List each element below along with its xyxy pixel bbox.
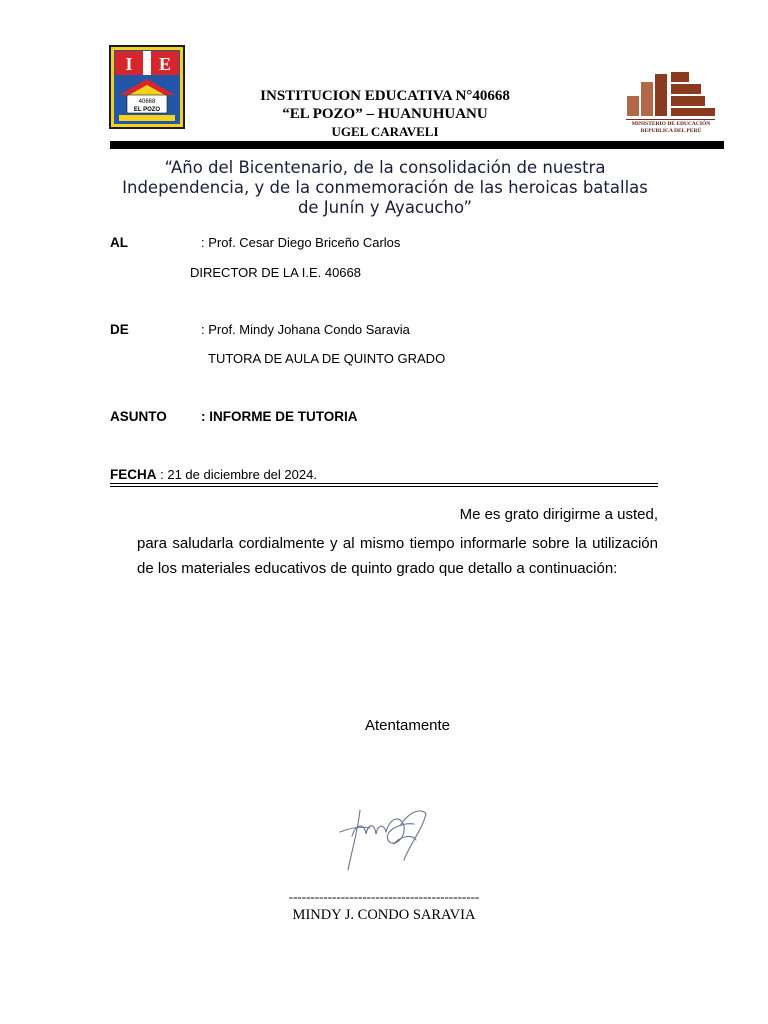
sender-label: DE <box>110 322 129 337</box>
body-paragraph: para saludarla cordialmente y al mismo tiempo informarle sobre la utilización de los materiales educativos de quinto grado que detallo a continuación: <box>137 535 658 577</box>
handwritten-signature <box>330 800 440 880</box>
recipient-role: DIRECTOR DE LA I.E. 40668 <box>190 265 361 280</box>
ministry-line-1: MINISTERIO DE EDUCACIÓN <box>631 121 711 127</box>
date-value: : 21 de diciembre del 2024. <box>156 467 317 482</box>
school-logo <box>109 45 185 129</box>
logo-letter-e: E <box>158 54 172 74</box>
signer-name: MINDY J. CONDO SARAVIA <box>292 907 476 923</box>
ministry-line-2: REPUBLICA DEL PERÚ <box>640 128 702 134</box>
signature-line: -------------------------------------------- <box>288 889 480 904</box>
institution-header <box>220 87 550 141</box>
recipient-label: AL <box>110 235 128 250</box>
ministry-caption <box>622 121 720 135</box>
body-first-line: Me es grato dirigirme a usted, <box>459 506 658 523</box>
logo-letter-i: I <box>125 54 133 74</box>
date-rule-top <box>110 483 658 484</box>
closing-text: Atentamente <box>364 717 451 734</box>
recipient-name: : Prof. Cesar Diego Briceño Carlos <box>201 235 401 250</box>
institution-ugel: UGEL CARAVELI <box>331 124 439 139</box>
sender-name: : Prof. Mindy Johana Condo Saravia <box>201 322 410 337</box>
date-rule-bottom <box>110 486 658 487</box>
subject-colon: : <box>201 409 210 424</box>
logo-number: 40668 <box>138 99 156 105</box>
subject-label: ASUNTO <box>110 409 167 424</box>
year-motto: “Año del Bicentenario, de la consolidación de nuestra Independencia, y de la conmemoración de las heroicas batallas de Junín y Ayacucho” <box>122 158 648 217</box>
subject-text: INFORME DE TUTORIA <box>209 409 358 424</box>
ministry-rule <box>626 119 715 120</box>
institution-name: INSTITUCION EDUCATIVA N°40668 <box>260 88 510 104</box>
date-label: FECHA <box>110 467 157 482</box>
logo-school-name: EL POZO <box>133 107 161 113</box>
institution-location: “EL POZO” – HUANUHUANU <box>282 106 488 122</box>
subject-value <box>201 409 358 424</box>
header-divider <box>110 141 724 149</box>
date-row <box>110 467 317 482</box>
sender-role: TUTORA DE AULA DE QUINTO GRADO <box>208 351 446 366</box>
